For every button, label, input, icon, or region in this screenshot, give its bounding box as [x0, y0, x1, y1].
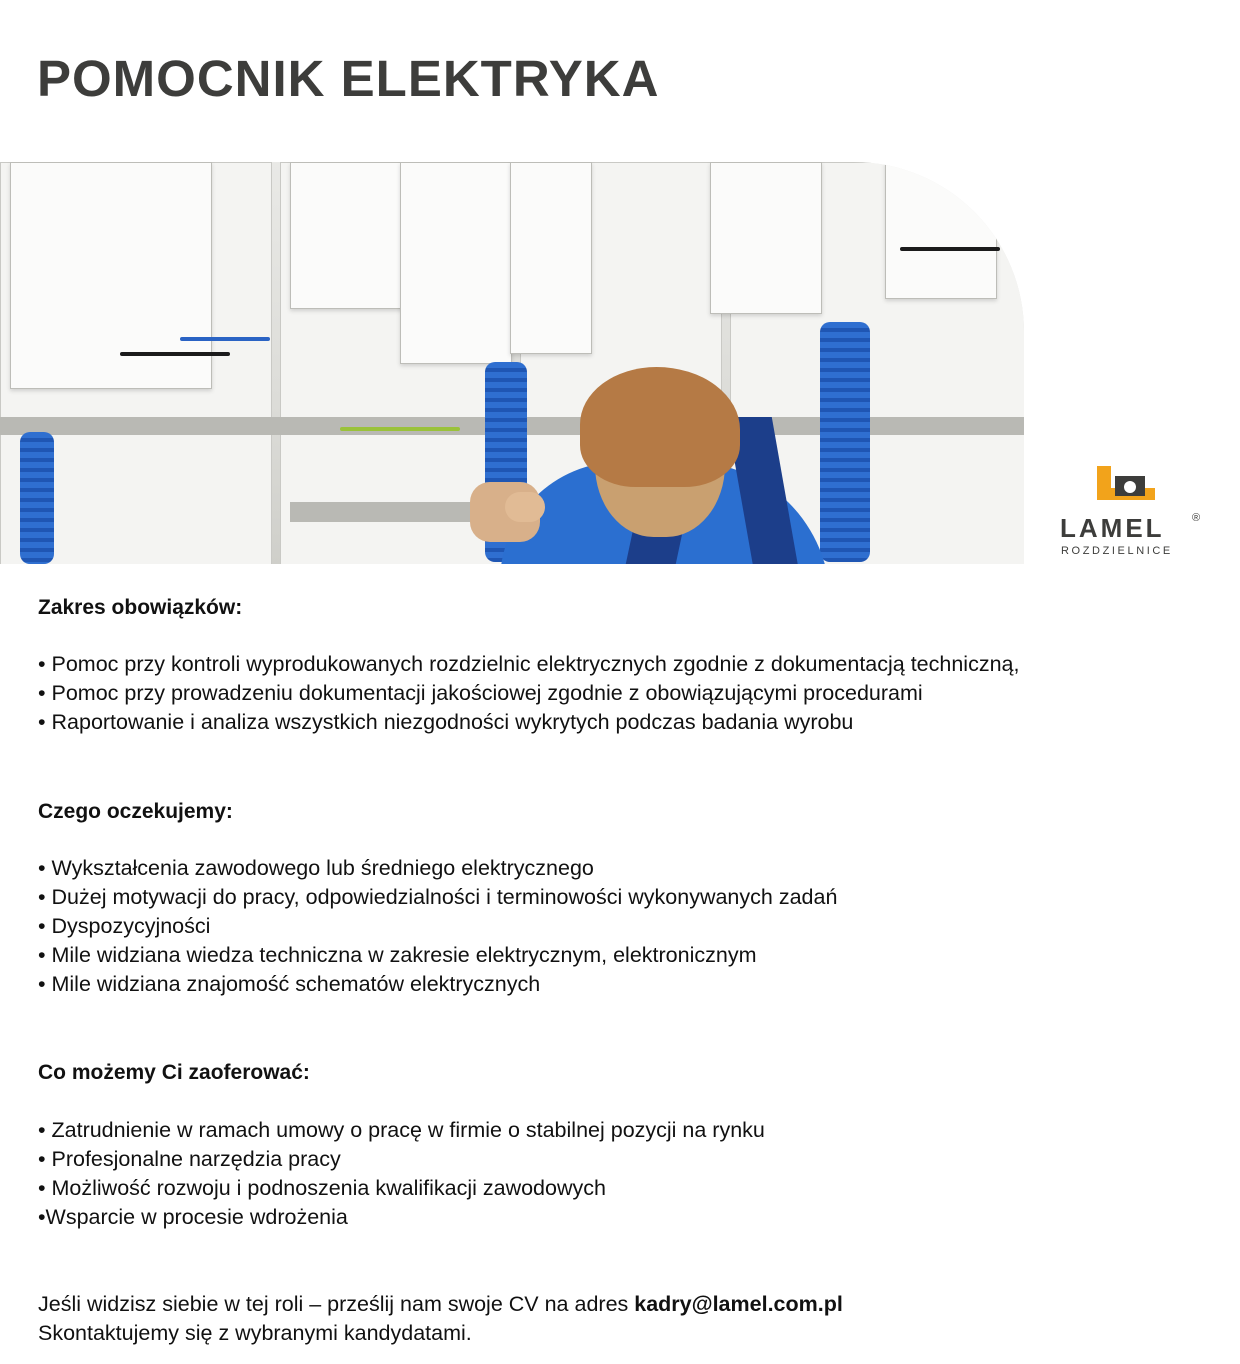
list-item: • Możliwość rozwoju i podnoszenia kwalifikacji zawodowych [38, 1176, 606, 1200]
list-item: • Dużej motywacji do pracy, odpowiedzialności i terminowości wykonywanych zadań [38, 885, 838, 909]
lamel-logo-icon [1097, 466, 1157, 500]
section-heading-offer: Co możemy Ci zaoferować: [38, 1061, 310, 1084]
section-heading-requirements: Czego oczekujemy: [38, 800, 233, 823]
contact-text: Jeśli widzisz siebie w tej roli – prześlij nam swoje CV na adres [38, 1292, 635, 1316]
registered-mark: ® [1192, 512, 1201, 524]
list-item: • Wykształcenia zawodowego lub średniego elektrycznego [38, 856, 594, 880]
list-item: • Raportowanie i analiza wszystkich niezgodności wykrytych podczas badania wyrobu [38, 710, 854, 734]
list-item: • Mile widziana znajomość schematów elektrycznych [38, 972, 541, 996]
logo-subtitle: ROZDZIELNICE [1061, 545, 1173, 557]
list-item: • Pomoc przy kontroli wyprodukowanych rozdzielnic elektrycznych zgodnie z dokumentacją techniczną, [38, 652, 1020, 676]
page-title: POMOCNIK ELEKTRYKA [37, 50, 660, 107]
list-item: • Mile widziana wiedza techniczna w zakresie elektrycznym, elektronicznym [38, 943, 757, 967]
list-item: •Wsparcie w procesie wdrożenia [38, 1205, 348, 1229]
section-heading-responsibilities: Zakres obowiązków: [38, 596, 243, 619]
list-item: • Zatrudnienie w ramach umowy o pracę w firmie o stabilnej pozycji na rynku [38, 1118, 765, 1142]
contact-closing: Skontaktujemy się z wybranymi kandydatami. [38, 1321, 472, 1345]
hero-photo-electrician [0, 162, 1024, 564]
email-link[interactable]: kadry@lamel.com.pl [634, 1292, 843, 1316]
list-item: • Pomoc przy prowadzeniu dokumentacji jakościowej zgodnie z obowiązującymi procedurami [38, 681, 923, 705]
list-item: • Dyspozycyjności [38, 914, 211, 938]
contact-footer [38, 1290, 843, 1348]
company-logo [1060, 462, 1200, 562]
responsibilities-list [38, 650, 1019, 737]
offer-list [38, 1116, 765, 1232]
requirements-list [38, 854, 837, 999]
logo-name: LAMEL [1060, 513, 1165, 543]
list-item: • Profesjonalne narzędzia pracy [38, 1147, 341, 1171]
contact-line [38, 1290, 843, 1319]
